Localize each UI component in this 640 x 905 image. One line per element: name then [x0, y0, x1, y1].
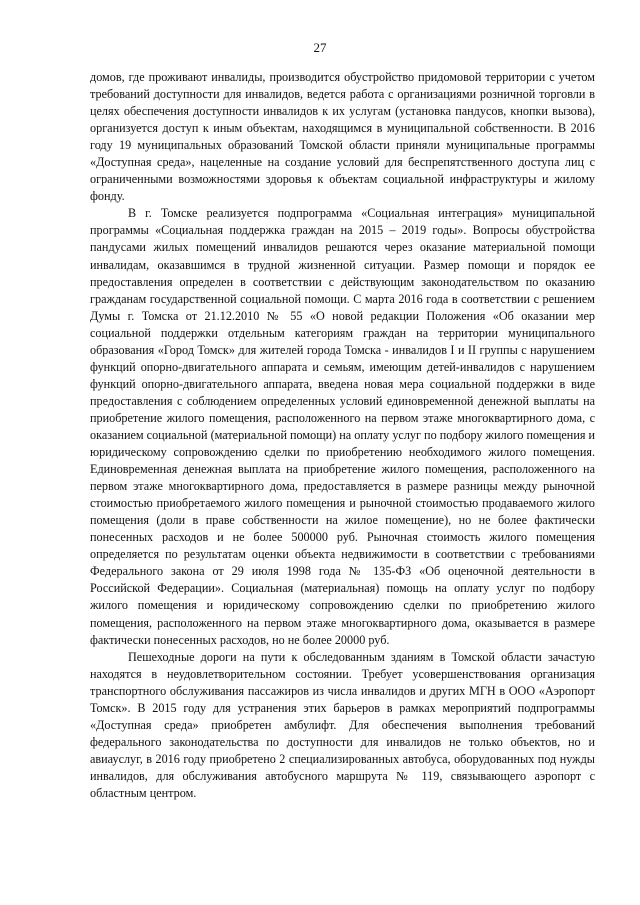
- page-number: 27: [313, 40, 327, 55]
- paragraph-tomsk-social-integration: В г. Томске реализуется подпрограмма «Социальная интеграция» муниципальной программы «Социальная поддержка граждан на 2015 – 2019 годы». Вопросы обустройства пандусами жилых помещений инвалидов решаются через оказание материальной помощи инвалидам, оказавшимся в трудной жизненной ситуации. Размер помощи и порядок ее предоставления определен в соответствии с действующим законодательством по оказанию гражданам государственной социальной помощи. С марта 2016 года в соответствии с решением Думы г. Томска от 21.12.2010 № 55 «О новой редакции Положения «Об оказании мер социальной поддержки отдельным категориям граждан на территории муниципального образования «Город Томск» для жителей города Томска - инвалидов I и II группы с нарушением функций опорно-двигательного аппарата и семьям, имеющим детей-инвалидов с нарушением функций опорно-двигательного аппарата, введена новая мера социальной поддержки в виде предоставления с соблюдением определенных условий единовременной денежной выплаты на приобретение жилого помещения, расположенного на первом этаже многоквартирного дома, с оказанием социальной (материальной помощи) на оплату услуг по подбору жилого помещения и юридическому сопровождению сделки по приобретению необходимого жилого помещения. Единовременная денежная выплата на приобретение жилого помещения, расположенного на первом этаже многоквартирного дома, предоставляется в размере разницы между рыночной стоимостью приобретаемого жилого помещения и рыночной стоимостью продаваемого жилого помещения (доли в праве собственности на жилое помещение), но не более фактически понесенных расходов и не более 500000 руб. Рыночная стоимость жилого помещения определяется по результатам оценки объекта недвижимости в соответствии с требованиями Федерального закона от 29 июля 1998 года № 135-ФЗ «Об оценочной деятельности в Российской Федерации». Социальная (материальная) помощь на оплату услуг по подбору жилого помещения и юридическому сопровождению сделки по приобретению жилого помещения, расположенного на первом этаже многоквартирного дома, оказывается в размере фактически понесенных расходов, но не более 20000 руб.: [90, 206, 596, 647]
- paragraph-pedestrian-roads-airport: Пешеходные дороги на пути к обследованным зданиям в Томской области зачастую находятся в неудовлетворительном состоянии. Требует усовершенствования организация транспортного обслуживания пассажиров из числа инвалидов и других МГН в ООО «Аэропорт Томск». В 2015 году для устранения этих барьеров в рамках мероприятий подпрограммы «Доступная среда» приобретен амбулифт. Для обеспечения выполнения требований федерального законодательства по доступности для инвалидов не только объектов, но и авиауслуг, в 2016 году приобретено 2 специализированных автобуса, оборудованных под нужды инвалидов, для обслуживания автобусного маршрута № 119, связывающего аэропорт с областным центром.: [90, 649, 595, 800]
- paragraph-continuation: домов, где проживают инвалиды, производится обустройство придомовой территории с учетом требований доступности для инвалидов, ведется работа с организациями розничной торговли в целях обеспечения доступности инвалидов к их услугам (установка пандусов, кнопки вызова), организуется доступ к иным объектам, находящимся в муниципальной собственности. В 2016 году 19 муниципальных образований Томской области приняли муниципальные программы «Доступная среда», нацеленные на создание условий для беспрепятственного доступа лиц с ограниченными возможностями здоровья к объектам социальной инфраструктуры и жилому фонду.: [90, 70, 595, 204]
- body-text: [90, 69, 595, 802]
